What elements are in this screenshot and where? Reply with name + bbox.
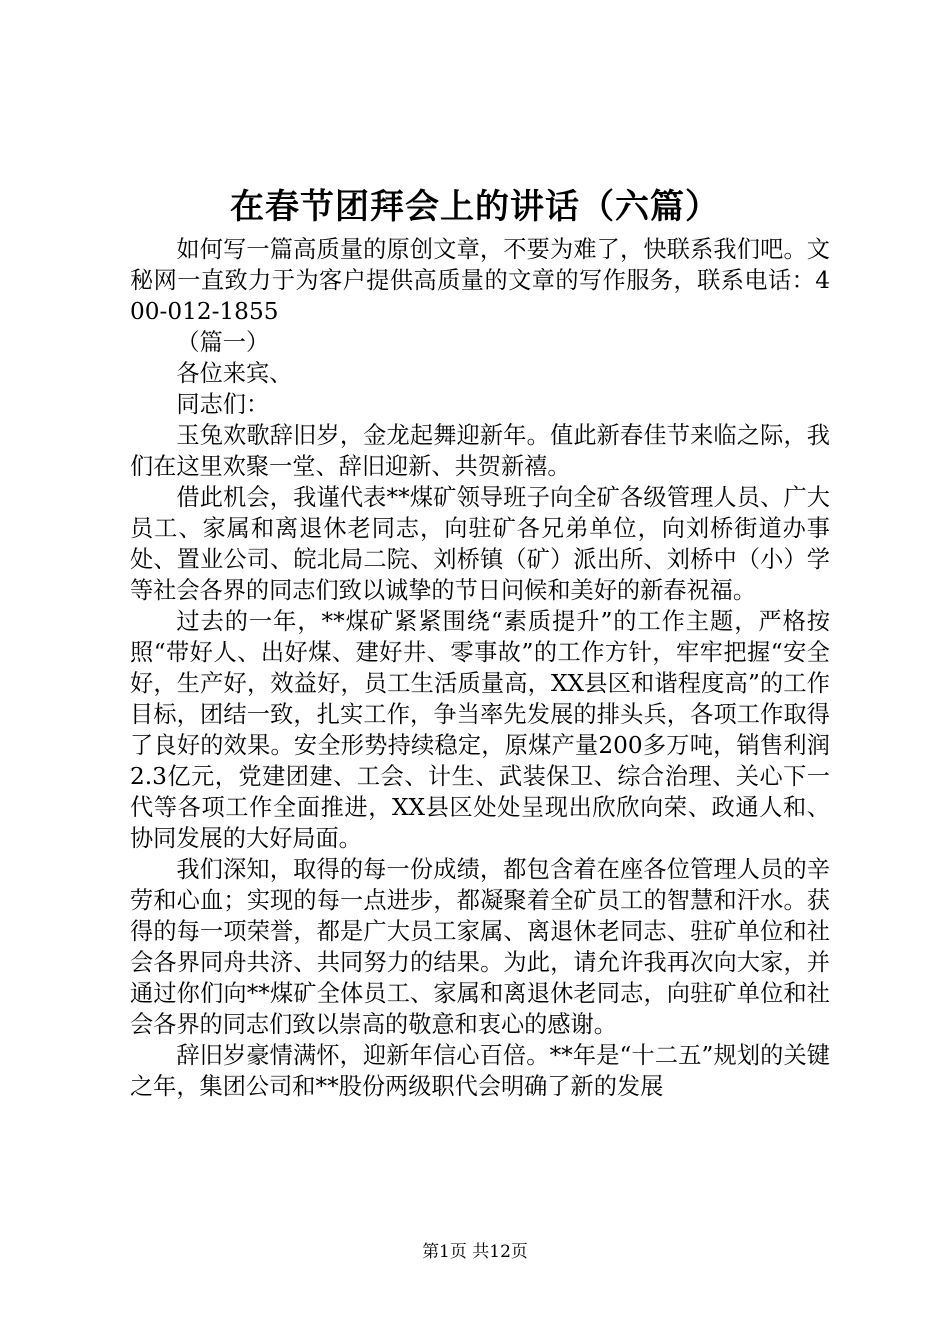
document-title: 在春节团拜会上的讲话（六篇）: [230, 187, 720, 227]
page-footer: 第1页 共12页: [422, 1242, 528, 1262]
document-body: [130, 234, 830, 1102]
paragraph-thanks: 我们深知，取得的每一份成绩，都包含着在座各位管理人员的辛劳和心血；实现的每一点进步，都凝聚着全矿员工的智慧和汗水。获得的每一项荣誉，都是广大员工家属、离退休老同志、驻矿单位和社会各界同舟共济、共同努力的结果。为此，请允许我再次向大家，并通过你们向**煤矿全体员工、家属和离退休老同志，向驻矿单位和社会各界的同志们致以崇高的敬意和衷心的感谢。: [130, 856, 830, 1038]
paragraph-intro: 如何写一篇高质量的原创文章，不要为难了，快联系我们吧。文秘网一直致力于为客户提供高质量的文章的写作服务，联系电话：400-012-1855: [130, 236, 830, 325]
paragraph-greeting: 玉兔欢歌辞旧岁，金龙起舞迎新年。值此新春佳节来临之际，我们在这里欢聚一堂、辞旧迎新、共贺新禧。: [130, 422, 830, 480]
paragraph-review: 过去的一年，**煤矿紧紧围绕“素质提升”的工作主题，严格按照“带好人、出好煤、建好井、零事故”的工作方针，牢牢把握“安全好，生产好，效益好，员工生活质量高，XX县区和谐程度高”的工作目标，团结一致，扎实工作，争当率先发展的排头兵，各项工作取得了良好的效果。安全形势持续稳定，原煤产量200多万吨，销售利润2.3亿元，党建团建、工会、计生、武装保卫、综合治理、关心下一代等各项工作全面推进，XX县区处处呈现出欣欣向荣、政通人和、协同发展的大好局面。: [130, 608, 830, 852]
paragraph-salutation-guests: 各位来宾、: [176, 360, 293, 387]
paragraph-wishes: 借此机会，我谨代表**煤矿领导班子向全矿各级管理人员、广大员工、家属和离退休老同志，向驻矿各兄弟单位，向刘桥街道办事处、置业公司、皖北局二院、刘桥镇（矿）派出所、刘桥中（小）学等社会各界的同志们致以诚挚的节日问候和美好的新春祝福。: [130, 484, 830, 604]
paragraph-section-label: （篇一）: [176, 329, 270, 356]
paragraph-outlook: 辞旧岁豪情满怀，迎新年信心百倍。**年是“十二五”规划的关键之年，集团公司和**股份两级职代会明确了新的发展: [130, 1042, 830, 1100]
paragraph-salutation-comrades: 同志们：: [176, 391, 270, 418]
